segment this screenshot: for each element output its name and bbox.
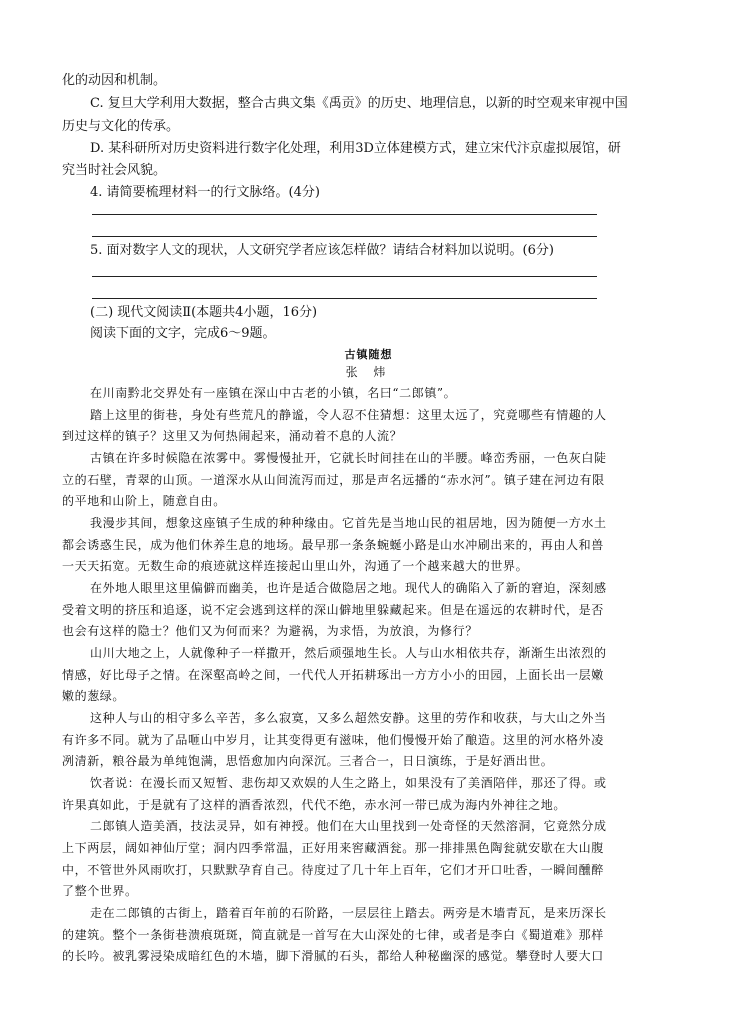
paragraph-line: 嫩的葱绿。 xyxy=(62,689,126,703)
option-d-line-cont: 究当时社会风貌。 xyxy=(62,163,167,178)
option-d-line: D. 某科研所对历史资料进行数字化处理，利用3D立体建模方式，建立宋代汴京虚拟展馆，研 xyxy=(90,141,621,156)
question-5: 5. 面对数字人文的现状，人文研究学者应该怎样做？请结合材料加以说明。(6分) xyxy=(90,243,554,258)
paragraph-line: 走在二郎镇的古街上，踏着百年前的石阶路，一层层往上踏去。两旁是木墙青瓦，是来历深长 xyxy=(90,906,607,920)
paragraph-line: 古镇在许多时候隐在浓雾中。雾慢慢扯开，它就长时间挂在山的半腰。峰峦秀丽，一色灰白陡 xyxy=(90,451,607,465)
paragraph-line: 我漫步其间，想象这座镇子生成的种种缘由。它首先是当地山民的祖居地，因为随便一方水土 xyxy=(90,516,607,530)
section-heading: (二) 现代文阅读Ⅱ(本题共4小题，16分) xyxy=(90,305,318,320)
answer-blank-line xyxy=(92,236,597,237)
paragraph-line: 这种人与山的相守多么辛苦，多么寂寞，又多么超然安静。这里的劳作和收获，与大山之外当 xyxy=(90,711,607,725)
article-author: 张 炜 xyxy=(345,365,392,379)
paragraph-line: 到过这样的镇子？这里又为何热闹起来，涌动着不息的人流？ xyxy=(62,429,403,443)
question-text-line: 化的动因和机制。 xyxy=(62,73,167,88)
paragraph-line: 的平地和山阶上，随意自由。 xyxy=(62,494,226,508)
paragraph-line: 的长吟。被乳雾浸染成暗红色的木墙，脚下滑腻的石头，都给人种秘幽深的感觉。攀登时人要大口 xyxy=(62,949,604,963)
paragraph-line: 情感，好比母子之情。在深壑高岭之间，一代代人开拓耕琢出一方方小小的田园，上面长出一层嫩 xyxy=(62,668,604,682)
article-title: 古镇随想 xyxy=(344,348,393,361)
paragraph-line: 有许多不同。就为了品咂山中岁月，让其变得更有滋味，他们慢慢开始了酿造。这里的河水格外凌 xyxy=(62,733,604,747)
paragraph-line: 上下两层，阔如神仙厅堂；洞内四季常温，正好用来窖藏酒瓮。那一排排黑色陶瓮就安歇在大山腹 xyxy=(62,841,604,855)
paragraph-line: 二郎镇人造美酒，技法灵异，如有神授。他们在大山里找到一处奇怪的天然溶洞，它竟然分成 xyxy=(90,819,607,833)
option-c-line-cont: 历史与文化的传承。 xyxy=(62,119,180,134)
section-instruction: 阅读下面的文字，完成6～9题。 xyxy=(90,326,276,341)
paragraph-line: 在外地人眼里这里偏僻而幽美，也许是适合做隐居之地。现代人的确陷入了新的窘迫，深刻感 xyxy=(90,581,607,595)
paragraph-line: 都会诱惑生民，成为他们休养生息的地场。最早那一条条蜿蜒小路是山水冲刷出来的，再由人和兽 xyxy=(62,538,604,552)
paragraph-line: 受着文明的挤压和追逐，说不定会逃到这样的深山僻地里躲藏起来。但是在遥远的农耕时代，是否 xyxy=(62,603,604,617)
paragraph-line: 中，不管世外风雨吹打，只默默孕育自己。待度过了几十年上百年，它们才开口吐香，一瞬间醺醉 xyxy=(62,863,604,877)
paragraph-line: 踏上这里的街巷，身处有些荒凡的静谧，令人忍不住猜想：这里太远了，究竟哪些有情趣的人 xyxy=(90,408,607,422)
option-c-line: C. 复旦大学利用大数据，整合古典文集《禹贡》的历史、地理信息，以新的时空观来审视中国 xyxy=(90,96,628,111)
paragraph-line: 了整个世界。 xyxy=(62,884,138,898)
paragraph-line: 山川大地之上，人就像种子一样撒开，然后顽强地生长。人与山水相依共存，渐渐生出浓烈的 xyxy=(90,646,607,660)
paragraph-line: 饮者说：在漫长而又短暂、悲伤却又欢娱的人生之路上，如果没有了美酒陪伴，那还了得。或 xyxy=(90,776,607,790)
paragraph-line: 的建筑。整个一条街巷溃痕斑斑，简直就是一首写在大山深处的七律，或者是李白《蜀道难》那样 xyxy=(62,928,604,942)
answer-blank-line xyxy=(92,276,597,277)
paragraph-line: 在川南黔北交界处有一座镇在深山中古老的小镇，名曰“二郎镇”。 xyxy=(90,386,457,400)
paragraph-line: 也会有这样的隐士？他们又为何而来？为避祸，为求悟，为放浪，为修行？ xyxy=(62,624,478,638)
answer-blank-line xyxy=(92,298,597,299)
paragraph-line: 冽清新，粮谷最为单纯饱满，思悟愈加内向深沉。三者合一，日日演练，于是好酒出世。 xyxy=(62,754,554,768)
paragraph-line: 一天天拓宽。无数生命的痕迹就这样连接起山里山外，沟通了一个越来越大的世界。 xyxy=(62,559,529,573)
paragraph-line: 许果真如此，于是就有了这样的酒香浓烈，代代不绝，赤水河一带已成为海内外神往之地。 xyxy=(62,798,567,812)
question-4: 4. 请简要梳理材料一的行文脉络。(4分) xyxy=(90,185,320,200)
paragraph-line: 立的石壁，青翠的山顶。一道深水从山间流泻而过，那是声名远播的“赤水河”。镇子建在河边有限 xyxy=(62,473,605,487)
answer-blank-line xyxy=(92,214,597,215)
